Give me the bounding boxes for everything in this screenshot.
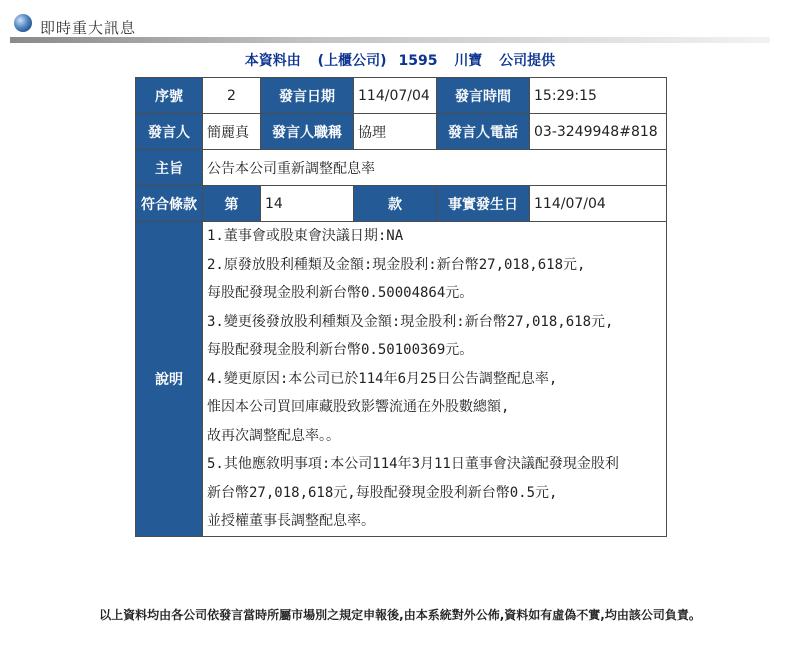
description-line: 每股配發現金股利新台幣0.50004864元。	[207, 285, 474, 301]
description-line: 並授權董事長調整配息率。	[207, 513, 375, 529]
globe-icon	[14, 14, 32, 32]
date-label: 發言日期	[261, 78, 354, 114]
time-value: 15:29:15	[530, 78, 667, 114]
phone-value: 03-3249948#818	[530, 114, 667, 150]
description-line: 3.變更後發放股利種類及金額:現金股利:新台幣27,018,618元,	[207, 313, 614, 330]
fact-date-value: 114/07/04	[530, 186, 667, 222]
speaker-title-value: 協理	[354, 114, 437, 150]
speaker-title-label: 發言人職稱	[261, 114, 354, 150]
clause-number: 14	[261, 186, 354, 222]
time-label: 發言時間	[437, 78, 530, 114]
source-code: 1595	[398, 53, 438, 69]
fact-date-label: 事實發生日	[437, 186, 530, 222]
header-divider	[10, 37, 770, 43]
description-line: 故再次調整配息率。。	[207, 427, 340, 444]
description-label: 說明	[136, 222, 203, 537]
clause-kuan: 款	[354, 186, 437, 222]
description-content	[203, 222, 667, 537]
clause-di: 第	[203, 186, 261, 222]
seq-value: 2	[203, 78, 261, 114]
date-value: 114/07/04	[354, 78, 437, 114]
phone-label: 發言人電話	[437, 114, 530, 150]
description-line: 2.原發放股利種類及金額:現金股利:新台幣27,018,618元,	[207, 256, 586, 273]
table-row	[136, 222, 667, 537]
description-line: 5.其他應敘明事項:本公司114年3月11日董事會決議配發現金股利	[207, 456, 619, 472]
source-prefix: 本資料由	[244, 53, 301, 69]
disclaimer: 以上資料均由各公司依發言當時所屬市場別之規定申報後,由本系統對外公佈,資料如有虛偽不實,均由該公司負責。	[99, 608, 701, 622]
speaker-label: 發言人	[136, 114, 203, 150]
table-row	[136, 78, 667, 114]
page-header	[10, 10, 770, 44]
subject-value: 公告本公司重新調整配息率	[203, 150, 667, 186]
clause-label: 符合條款	[136, 186, 203, 222]
table-row	[136, 114, 667, 150]
description-line: 新台幣27,018,618元,每股配發現金股利新台幣0.5元,	[207, 484, 558, 501]
source-market: (上櫃公司)	[317, 53, 387, 69]
source-suffix: 公司提供	[499, 53, 556, 69]
page-title: 即時重大訊息	[40, 19, 137, 37]
speaker-value: 簡麗真	[203, 114, 261, 150]
announcement-table	[135, 77, 667, 537]
source-company: 川寶	[454, 53, 483, 69]
description-line: 1.董事會或股東會決議日期:NA	[207, 228, 404, 244]
description-line: 4.變更原因:本公司已於114年6月25日公告調整配息率,	[207, 370, 558, 387]
table-row	[136, 186, 667, 222]
seq-label: 序號	[136, 78, 203, 114]
description-line: 惟因本公司買回庫藏股致影響流通在外股數總額,	[207, 399, 510, 415]
description-line: 每股配發現金股利新台幣0.50100369元。	[207, 342, 474, 358]
table-row	[136, 150, 667, 186]
subject-label: 主旨	[136, 150, 203, 186]
source-line	[0, 50, 800, 70]
